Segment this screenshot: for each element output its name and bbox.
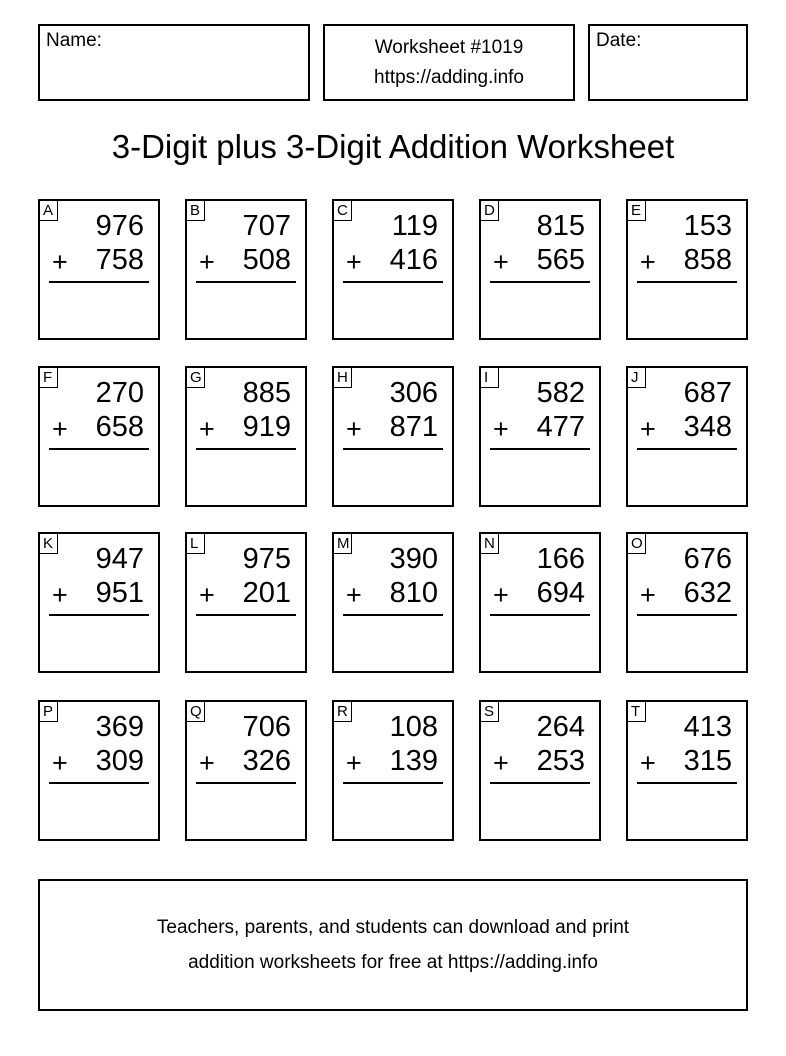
answer-line	[196, 281, 296, 283]
plus-sign: +	[52, 748, 68, 778]
problem-top-number: 119	[391, 210, 438, 242]
answer-line	[343, 281, 443, 283]
problem-card[interactable]	[479, 532, 601, 673]
problem-bottom-number: 326	[242, 745, 291, 777]
plus-sign: +	[199, 414, 215, 444]
plus-sign: +	[640, 247, 656, 277]
answer-line	[637, 614, 737, 616]
problem-top-number: 108	[389, 711, 438, 743]
plus-sign: +	[199, 580, 215, 610]
problem-bottom-number: 201	[242, 577, 291, 609]
problem-card[interactable]	[185, 366, 307, 507]
answer-line	[637, 281, 737, 283]
plus-sign: +	[199, 247, 215, 277]
answer-line	[343, 614, 443, 616]
problem-top-number: 976	[95, 210, 144, 242]
problem-card[interactable]	[479, 700, 601, 841]
problem-letter: C	[333, 200, 352, 221]
problem-bottom-number: 508	[242, 244, 291, 276]
problem-letter: M	[333, 533, 352, 554]
problem-letter: J	[627, 367, 646, 388]
problem-letter: Q	[186, 701, 205, 722]
plus-sign: +	[640, 580, 656, 610]
problem-bottom-number: 416	[389, 244, 438, 276]
worksheet-number: Worksheet #1019	[374, 37, 524, 58]
answer-line	[490, 782, 590, 784]
problem-top-number: 706	[242, 711, 291, 743]
plus-sign: +	[493, 247, 509, 277]
problem-top-number: 707	[242, 210, 291, 242]
problem-card[interactable]	[626, 199, 748, 340]
problem-bottom-number: 858	[683, 244, 732, 276]
plus-sign: +	[52, 580, 68, 610]
footer-line-2: addition worksheets for free at https://adding.info	[188, 952, 598, 973]
page-title: 3-Digit plus 3-Digit Addition Worksheet	[111, 128, 675, 165]
plus-sign: +	[493, 748, 509, 778]
date-label: Date:	[596, 30, 642, 51]
problem-card[interactable]	[185, 199, 307, 340]
problem-card[interactable]	[479, 199, 601, 340]
plus-sign: +	[52, 414, 68, 444]
worksheet-url: https://adding.info	[374, 67, 524, 88]
problem-bottom-number: 632	[683, 577, 732, 609]
answer-line	[49, 782, 149, 784]
problem-top-number: 947	[95, 543, 144, 575]
problem-card[interactable]	[332, 532, 454, 673]
answer-line	[196, 782, 296, 784]
worksheet-info-box	[323, 24, 575, 101]
plus-sign: +	[346, 247, 362, 277]
problem-card[interactable]	[38, 199, 160, 340]
plus-sign: +	[640, 414, 656, 444]
problem-letter: N	[480, 533, 499, 554]
problem-letter: K	[39, 533, 58, 554]
problem-letter: F	[39, 367, 58, 388]
answer-line	[196, 614, 296, 616]
problem-card[interactable]	[38, 700, 160, 841]
problem-top-number: 153	[683, 210, 732, 242]
answer-line	[343, 448, 443, 450]
problem-card[interactable]	[38, 532, 160, 673]
answer-line	[196, 448, 296, 450]
problem-letter: D	[480, 200, 499, 221]
plus-sign: +	[346, 414, 362, 444]
name-box[interactable]	[38, 24, 310, 101]
problem-card[interactable]	[626, 366, 748, 507]
problem-top-number: 582	[536, 377, 585, 409]
problem-bottom-number: 139	[389, 745, 438, 777]
problem-bottom-number: 919	[242, 411, 291, 443]
problem-card[interactable]	[332, 199, 454, 340]
problem-card[interactable]	[479, 366, 601, 507]
answer-line	[49, 281, 149, 283]
problem-card[interactable]	[38, 366, 160, 507]
problem-bottom-number: 565	[536, 244, 585, 276]
problem-card[interactable]	[332, 366, 454, 507]
footer-line-1: Teachers, parents, and students can download and print	[156, 917, 630, 938]
problem-bottom-number: 348	[683, 411, 732, 443]
plus-sign: +	[640, 748, 656, 778]
problem-letter: A	[39, 200, 58, 221]
problem-letter: B	[186, 200, 205, 221]
problem-bottom-number: 658	[95, 411, 144, 443]
problem-top-number: 815	[536, 210, 585, 242]
answer-line	[637, 782, 737, 784]
name-label: Name:	[46, 30, 102, 51]
problem-top-number: 687	[683, 377, 732, 409]
problem-bottom-number: 758	[95, 244, 144, 276]
problem-card[interactable]	[185, 700, 307, 841]
problem-top-number: 166	[536, 543, 585, 575]
answer-line	[49, 614, 149, 616]
plus-sign: +	[346, 580, 362, 610]
answer-line	[490, 614, 590, 616]
problem-bottom-number: 315	[683, 745, 732, 777]
problem-letter: T	[627, 701, 646, 722]
problem-bottom-number: 694	[536, 577, 585, 609]
problem-letter: O	[627, 533, 646, 554]
problem-top-number: 264	[536, 711, 585, 743]
problem-letter: R	[333, 701, 352, 722]
problem-letter: E	[627, 200, 646, 221]
problem-letter: L	[186, 533, 205, 554]
plus-sign: +	[493, 580, 509, 610]
problem-top-number: 885	[242, 377, 291, 409]
problem-top-number: 975	[242, 543, 291, 575]
problem-bottom-number: 477	[536, 411, 585, 443]
plus-sign: +	[346, 748, 362, 778]
answer-line	[490, 448, 590, 450]
problem-card[interactable]	[626, 532, 748, 673]
problem-top-number: 413	[683, 711, 732, 743]
date-box[interactable]	[588, 24, 748, 101]
plus-sign: +	[493, 414, 509, 444]
problem-top-number: 676	[683, 543, 732, 575]
problem-bottom-number: 871	[389, 411, 438, 443]
plus-sign: +	[52, 247, 68, 277]
problem-bottom-number: 253	[536, 745, 585, 777]
problem-top-number: 270	[95, 377, 144, 409]
answer-line	[490, 281, 590, 283]
problem-letter: G	[186, 367, 205, 388]
answer-line	[637, 448, 737, 450]
problem-letter: H	[333, 367, 352, 388]
problem-letter: P	[39, 701, 58, 722]
problem-letter: S	[480, 701, 499, 722]
plus-sign: +	[199, 748, 215, 778]
answer-line	[343, 782, 443, 784]
problem-card[interactable]	[626, 700, 748, 841]
problem-bottom-number: 951	[95, 577, 144, 609]
problem-top-number: 390	[389, 543, 438, 575]
answer-line	[49, 448, 149, 450]
problem-bottom-number: 309	[95, 745, 144, 777]
problem-bottom-number: 810	[389, 577, 438, 609]
problem-top-number: 306	[389, 377, 438, 409]
problem-card[interactable]	[185, 532, 307, 673]
problem-card[interactable]	[332, 700, 454, 841]
footer-box	[38, 879, 748, 1011]
problem-top-number: 369	[95, 711, 144, 743]
problem-letter: I	[480, 367, 499, 388]
